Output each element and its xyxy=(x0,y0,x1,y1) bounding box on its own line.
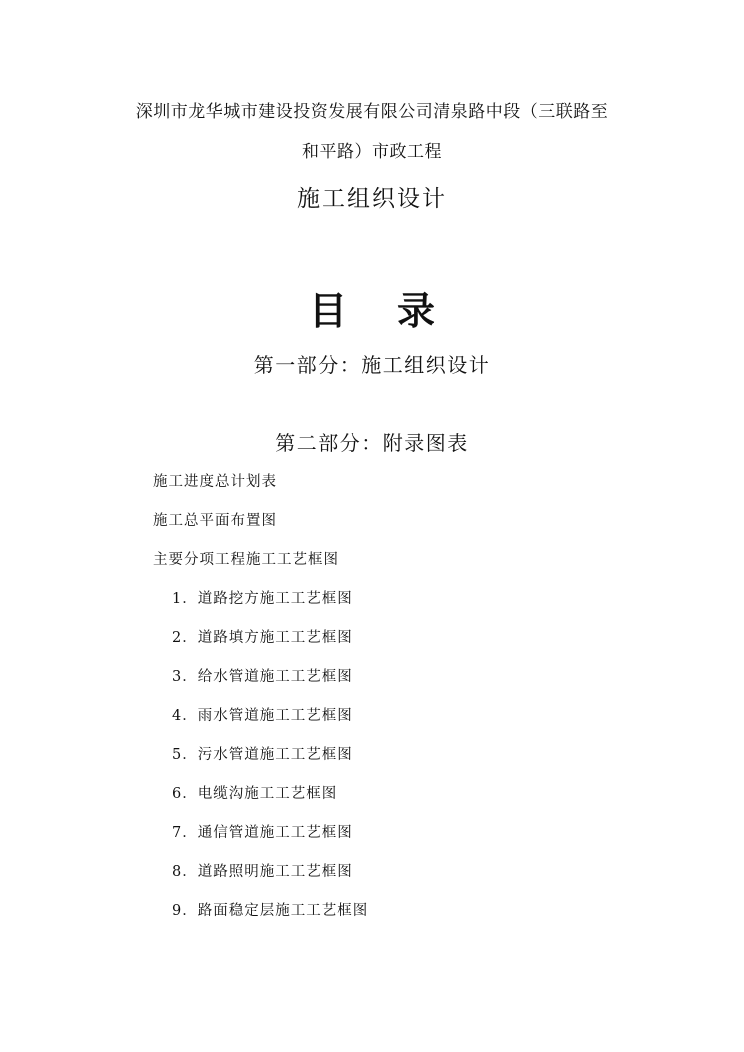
toc-subitem: 5．污水管道施工工艺框图 xyxy=(172,747,353,763)
project-title-line-2: 和平路）市政工程 xyxy=(302,142,442,162)
toc-part-1: 第一部分：施工组织设计 xyxy=(253,353,491,377)
toc-subitem: 4．雨水管道施工工艺框图 xyxy=(172,708,353,724)
toc-subitem: 8．道路照明施工工艺框图 xyxy=(172,864,353,880)
toc-subitem: 1．道路挖方施工工艺框图 xyxy=(172,591,353,607)
toc-item: 主要分项工程施工工艺框图 xyxy=(153,552,339,568)
toc-subitem: 6．电缆沟施工工艺框图 xyxy=(172,786,338,802)
toc-part-2: 第二部分：附录图表 xyxy=(275,431,469,455)
project-title-line-1: 深圳市龙华城市建设投资发展有限公司清泉路中段（三联路至 xyxy=(135,102,609,122)
toc-heading: 目录 xyxy=(308,288,485,333)
toc-item: 施工进度总计划表 xyxy=(153,474,277,490)
document-subtitle: 施工组织设计 xyxy=(297,186,447,212)
toc-item: 施工总平面布置图 xyxy=(153,513,277,529)
toc-subitem: 9．路面稳定层施工工艺框图 xyxy=(172,903,369,919)
toc-subitem: 3．给水管道施工工艺框图 xyxy=(172,669,353,685)
toc-subitem: 7．通信管道施工工艺框图 xyxy=(172,825,353,841)
toc-subitem: 2．道路填方施工工艺框图 xyxy=(172,630,353,646)
